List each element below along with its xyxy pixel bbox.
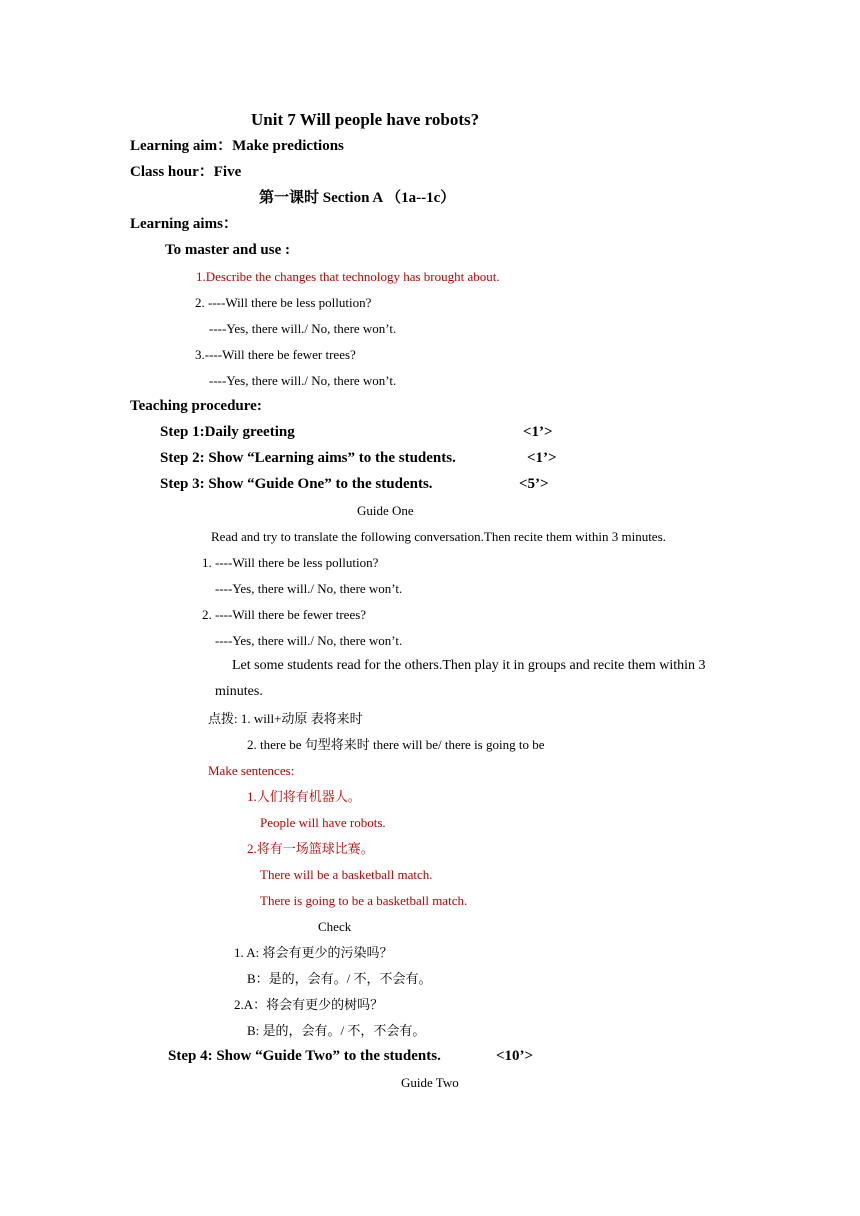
learning-aim: Learning aim：Make predictions — [130, 138, 344, 154]
aim-item: 3.----Will there be fewer trees? — [195, 347, 356, 362]
step-1: Step 1:Daily greeting — [160, 424, 295, 440]
sentence-english: People will have robots. — [260, 815, 386, 830]
step-4: Step 4: Show “Guide Two” to the students. — [168, 1048, 441, 1064]
step-2: Step 2: Show “Learning aims” to the students. — [160, 450, 456, 466]
guide-one-q2: 2. ----Will there be fewer trees? — [202, 607, 367, 622]
check-heading: Check — [318, 919, 352, 934]
make-sentences-heading: Make sentences: — [208, 763, 295, 778]
check-item: B：是的，会有。/ 不，不会有。 — [247, 971, 432, 986]
section-title: 第一课时 Section A （1a--1c） — [259, 190, 456, 206]
sentence-english: There will be a basketball match. — [260, 867, 433, 882]
guide-one-intro: Read and try to translate the following conversation.Then recite them within 3 minutes. — [211, 529, 666, 544]
aim-item: ----Yes, there will./ No, there won’t. — [209, 373, 397, 388]
step-1-time: <1’> — [523, 424, 553, 440]
check-item: B: 是的，会有。/ 不，不会有。 — [247, 1023, 426, 1038]
step-4-time: <10’> — [496, 1048, 534, 1064]
aim-item: 1.Describe the changes that technology has brought about. — [196, 269, 500, 284]
teaching-procedure-heading: Teaching procedure: — [130, 398, 262, 414]
guide-one-heading: Guide One — [357, 503, 414, 518]
step-2-time: <1’> — [527, 450, 557, 466]
learning-aims-heading: Learning aims： — [130, 216, 238, 232]
check-item: 2.A：将会有更少的树吗？ — [234, 997, 384, 1012]
tip-line-2: 2. there be 句型将来时 there will be/ there is going to be — [247, 737, 545, 752]
aim-item: 2. ----Will there be less pollution? — [195, 295, 372, 310]
sentence-chinese: 2.将有一场篮球比赛。 — [247, 841, 374, 856]
guide-one-q2-answer: ----Yes, there will./ No, there won’t. — [215, 633, 403, 648]
guide-one-q1: 1. ----Will there be less pollution? — [202, 555, 379, 570]
guide-two-heading: Guide Two — [401, 1075, 459, 1090]
step-3: Step 3: Show “Guide One” to the students. — [160, 476, 433, 492]
tip-line-1: 点拨: 1. will+动原 表将来时 — [208, 711, 363, 726]
guide-one-instruction-cont: minutes. — [215, 684, 263, 699]
unit-title: Unit 7 Will people have robots? — [251, 110, 480, 129]
master-use: To master and use : — [165, 242, 291, 258]
check-item: 1. A: 将会有更少的污染吗？ — [234, 945, 393, 960]
sentence-chinese: 1.人们将有机器人。 — [247, 789, 361, 804]
class-hour: Class hour：Five — [130, 164, 242, 180]
aim-item: ----Yes, there will./ No, there won’t. — [209, 321, 397, 336]
guide-one-instruction: Let some students read for the others.Then play it in groups and recite them within 3 — [232, 658, 706, 673]
guide-one-q1-answer: ----Yes, there will./ No, there won’t. — [215, 581, 403, 596]
step-3-time: <5’> — [519, 476, 549, 492]
sentence-english: There is going to be a basketball match. — [260, 893, 468, 908]
